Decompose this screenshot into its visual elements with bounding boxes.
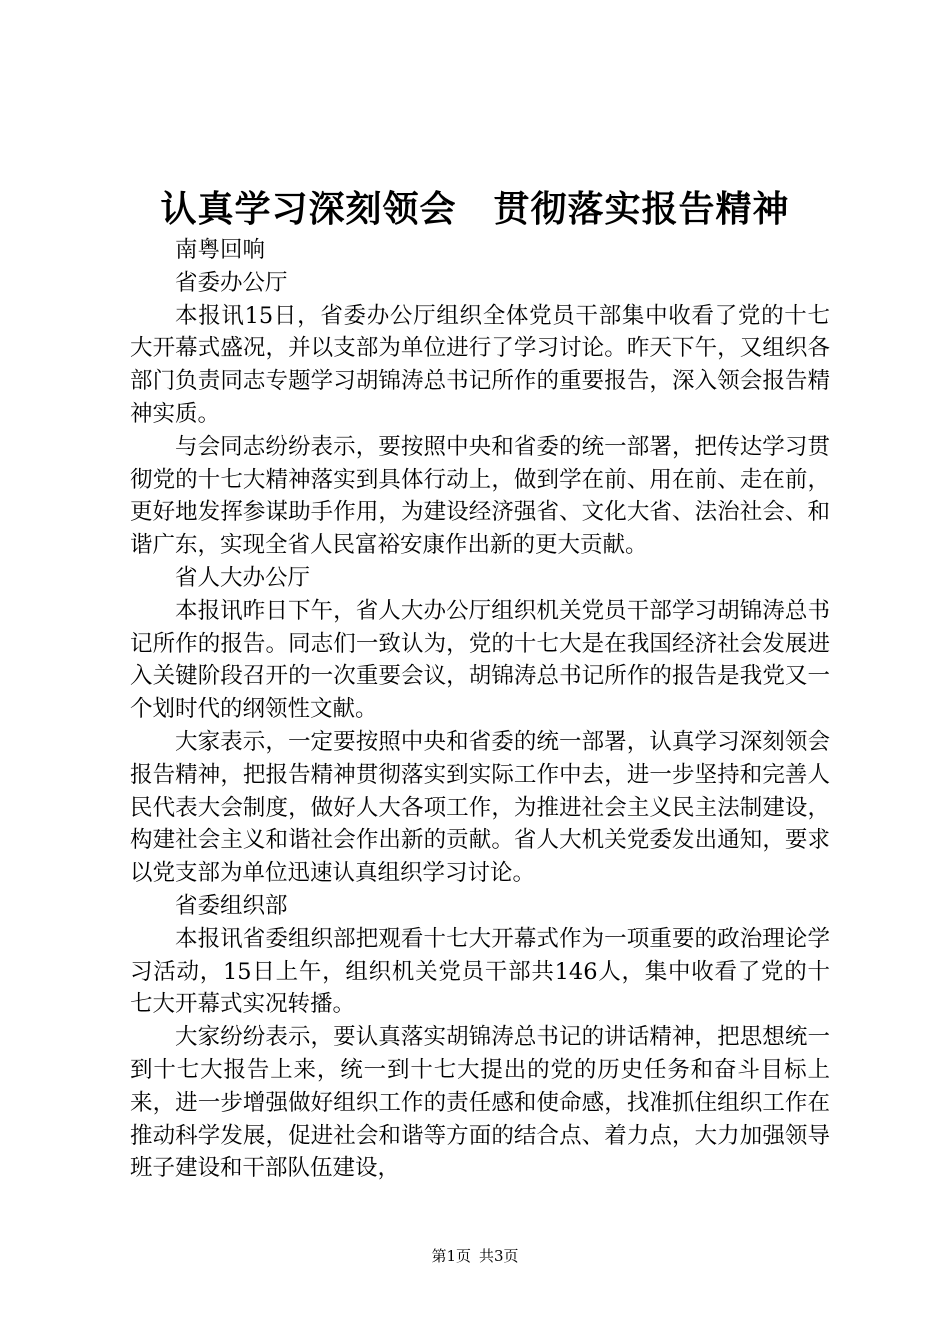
page-number: 第1页 <box>431 1247 471 1265</box>
paragraph: 大家表示，一定要按照中央和省委的统一部署，认真学习深刻领会报告精神，把报告精神贯彻落实到实际工作中去，进一步坚持和完善人民代表大会制度，做好人大各项工作，为推进社会主义民主法制建设，构建社会主义和谐社会作出新的贡献。省人大机关党委发出通知，要求以党支部为单位迅速认真组织学习讨论。 <box>130 728 830 887</box>
paragraph: 大家纷纷表示，要认真落实胡锦涛总书记的讲话精神，把思想统一到十七大报告上来，统一到十七大提出的党的历史任务和奋斗目标上来，进一步增强做好组织工作的责任感和使命感，找准抓住组织工作在推动科学发展，促进社会和谐等方面的结合点、着力点，大力加强领导班子建设和干部队伍建设， <box>130 1024 830 1182</box>
page-total: 共3页 <box>479 1247 519 1265</box>
page-footer <box>0 1246 950 1266</box>
paragraph: 本报讯15日，省委办公厅组织全体党员干部集中收看了党的十七大开幕式盛况，并以支部为单位进行了学习讨论。昨天下午，又组织各部门负责同志专题学习胡锦涛总书记所作的重要报告，深入领会报告精神实质。 <box>130 302 830 427</box>
document-title: 认真学习深刻领会 贯彻落实报告精神 <box>160 188 790 230</box>
section-source: 南粤回响 <box>175 237 266 263</box>
section-heading-npc-office: 省人大办公厅 <box>175 564 311 591</box>
paragraph: 本报讯省委组织部把观看十七大开幕式作为一项重要的政治理论学习活动，15日上午，组织机关党员干部共146人，集中收看了党的十七大开幕式实况转播。 <box>130 925 830 1018</box>
section-heading-provincial-office: 省委办公厅 <box>175 269 288 296</box>
document-body <box>130 234 830 1185</box>
section-heading-organization-dept: 省委组织部 <box>175 892 288 919</box>
paragraph: 与会同志纷纷表示，要按照中央和省委的统一部署，把传达学习贯彻党的十七大精神落实到具体行动上，做到学在前、用在前、走在前，更好地发挥参谋助手作用，为建设经济强省、文化大省、法治社会、和谐广东，实现全省人民富裕安康作出新的更大贡献。 <box>130 433 830 559</box>
paragraph: 本报讯昨日下午，省人大办公厅组织机关党员干部学习胡锦涛总书记所作的报告。同志们一致认为，党的十七大是在我国经济社会发展进入关键阶段召开的一次重要会议，胡锦涛总书记所作的报告是我党又一个划时代的纲领性文献。 <box>130 597 830 723</box>
